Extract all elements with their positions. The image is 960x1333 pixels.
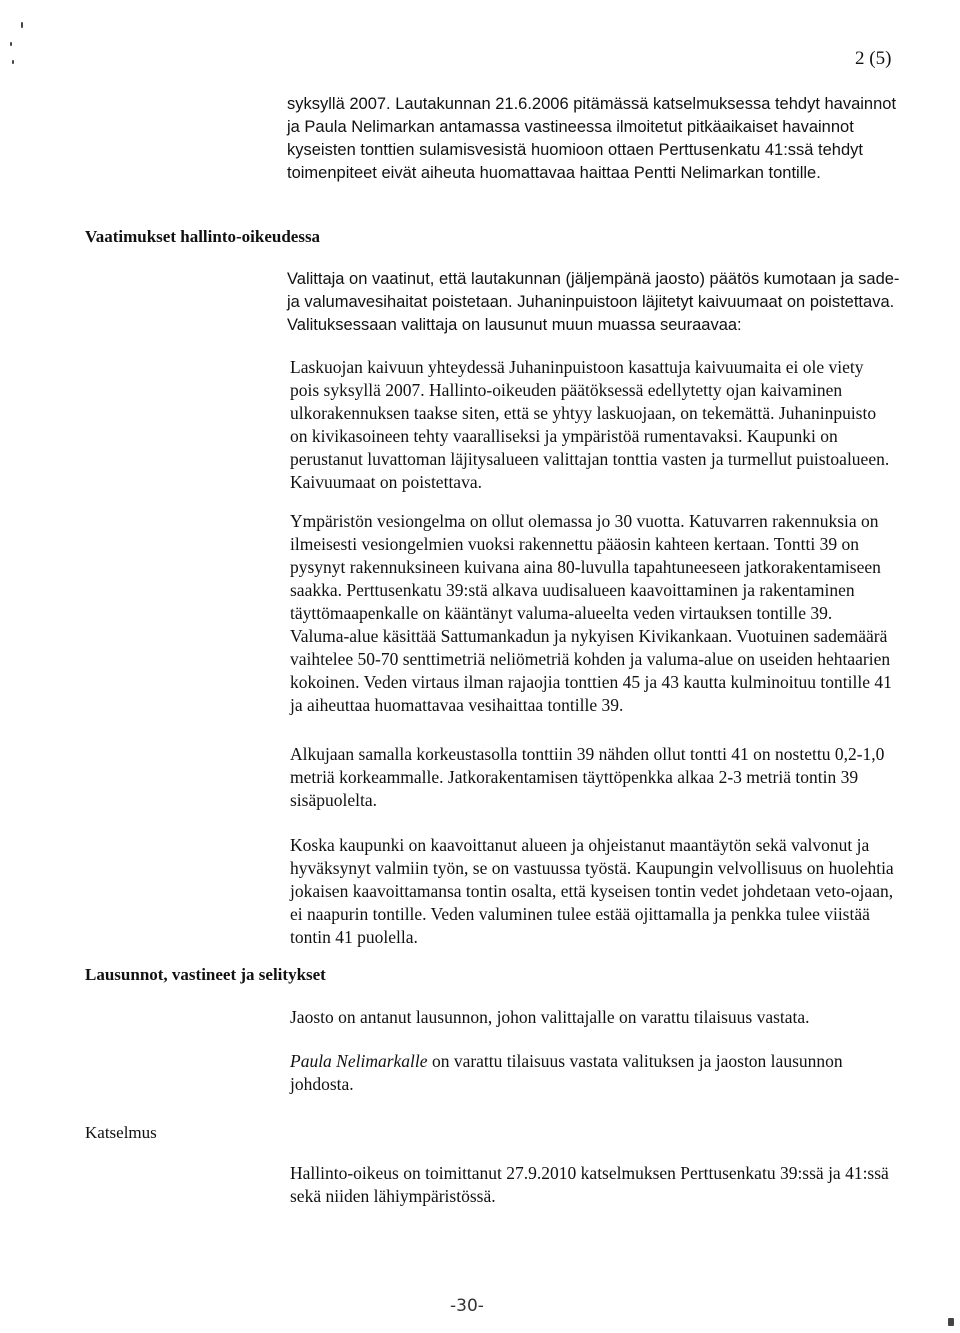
paragraph-elevation: Alkujaan samalla korkeustasolla tonttiin 39 nähden ollut tontti 41 on nostettu 0,2-1,0 metriä korkeammalle. Jatkorakentamisen täyttöpenkka alkaa 2-3 metriä tontin 39 sisäpuolelta. <box>290 744 885 810</box>
scan-speck <box>12 60 14 64</box>
scan-speck <box>948 1318 954 1326</box>
scan-speck <box>10 42 12 46</box>
paragraph-intro: syksyllä 2007. Lautakunnan 21.6.2006 pitämässä katselmuksessa tehdyt havainnot ja Paula Nelimarkan antamassa vastineessa ilmoitetut pitkäaikaiset havainnot kyseisten tonttien sulamisvesistä huomioon ottaen Perttusenkatu 41:ssä tehdyt toimenpiteet eivät aiheuta huomattavaa haittaa Pentti Nelimarkan tontille. <box>287 95 897 182</box>
paragraph-inspection: Hallinto-oikeus on toimittanut 27.9.2010 katselmuksen Perttusenkatu 39:ssä ja 41:ssä sekä niiden lähiympäristössä. <box>290 1163 889 1206</box>
heading-inspection: Katselmus <box>85 1123 157 1142</box>
paragraph-water-problem: Ympäristön vesiongelma on ollut olemassa jo 30 vuotta. Katuvarren rakennuksia on ilmeisesti vesiongelmien vuoksi rakennettu pääosin kahteen kertaan. Tontti 39 on pysynyt rakennuksineen kuivana aina 80-luvulla tapahtuneeseen jatkorakentamiseen saakka. Perttusenkatu 39:stä alkava uudisalueen kaavoittaminen ja rakentaminen täyttömaapenkalle on kääntänyt valuma-alueelta veden virtauksen tontille 39. Valuma-alue käsittää Sattumankadun ja nykyisen Kivikankaan. Vuotuinen sademäärä vaihtelee 50-70 senttimetriä neliömetriä kohden ja valuma-alue on useiden hehtaarien kokoinen. Veden virtaus ilman rajaojia tonttien 45 ja 43 kautta kulminoituu tontille 41 ja aiheuttaa huomattavaa vesihaittaa tontille 39. <box>290 511 892 715</box>
paragraph-response-text: on varattu tilaisuus vastata valituksen ja jaoston lausunnon johdosta. <box>290 1051 843 1094</box>
paragraph-excavation: Laskuojan kaivuun yhteydessä Juhaninpuistoon kasattuja kaivuumaita ei ole viety pois syksyllä 2007. Hallinto-oikeuden päätöksessä edellytetty ojan kaivaminen ulkorakennuksen taakse siten, että se yhtyy laskuojaan, on tekemättä. Juhaninpuisto on kivikasoineen tehty vaaralliseksi ja ympäristöä rumentavaksi. Kaupunki on perustanut luvattoman läjitysalueen valittajan tonttia vasten ja turmellut puistoalueen. Kaivuumaat on poistettava. <box>290 357 890 492</box>
speaker-name: Paula Nelimarkalle <box>290 1051 428 1071</box>
heading-statements: Lausunnot, vastineet ja selitykset <box>85 965 326 984</box>
handwritten-page-mark: -30- <box>450 1296 484 1316</box>
paragraph-response-opportunity <box>290 1050 895 1096</box>
paragraph-statement: Jaosto on antanut lausunnon, johon valittajalle on varattu tilaisuus vastata. <box>290 1007 810 1027</box>
page-number: 2 (5) <box>855 48 892 69</box>
scan-speck <box>21 22 23 28</box>
heading-requirements: Vaatimukset hallinto-oikeudessa <box>85 227 321 246</box>
paragraph-appeal-demand: Valittaja on vaatinut, että lautakunnan (jäljempänä jaosto) päätös kumotaan ja sade- ja valumavesihaitat poistetaan. Juhaninpuistoon läjitetyt kaivuumaat on poistettava. Valituksessaan valittaja on lausunut muun muassa seuraavaa: <box>287 270 900 334</box>
paragraph-city-responsibility: Koska kaupunki on kaavoittanut alueen ja ohjeistanut maantäytön sekä valvonut ja hyväksynyt valmiin työn, se on vastuussa työstä. Kaupungin velvollisuus on huolehtia jokaisen kaavoittamansa tontin osalta, että kyseisen tontin vedet johdetaan veto-ojaan, ei naapurin tontille. Veden valuminen tulee estää ojittamalla ja penkka tulee viistää tontin 41 puolella. <box>290 835 894 947</box>
